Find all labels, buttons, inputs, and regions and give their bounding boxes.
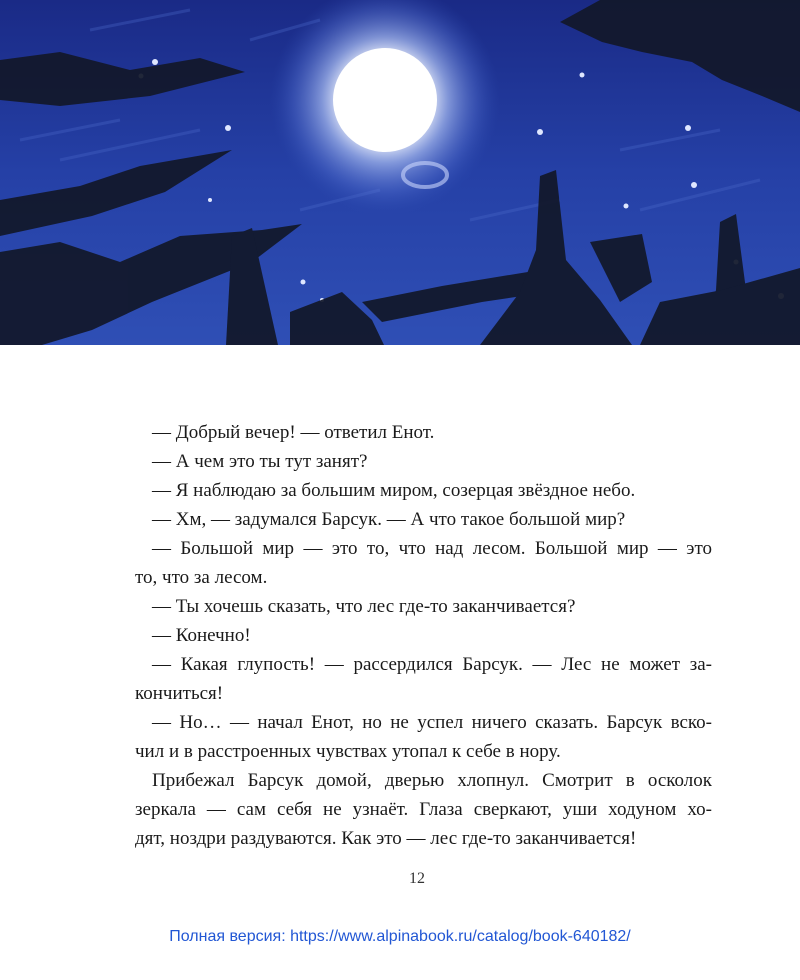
star xyxy=(208,198,212,202)
star xyxy=(152,59,158,65)
full-version-link[interactable]: Полная версия: https://www.alpinabook.ru/catalog/book-640182/ xyxy=(169,928,631,945)
story-text xyxy=(135,418,712,853)
text-line: кончиться! xyxy=(135,683,224,704)
text-line: — Добрый вечер! — ответил Енот. xyxy=(152,422,435,443)
text-line: — Хм, — задумался Барсук. — А что такое большой мир? xyxy=(152,509,626,530)
text-line: дят, ноздри раздуваются. Как это — лес где-то заканчивается! xyxy=(135,828,637,849)
text-line: — Большой мир — это то, что над лесом. Большой мир — это xyxy=(152,538,712,559)
text-line: — Ты хочешь сказать, что лес где-то заканчивается? xyxy=(152,596,576,617)
star xyxy=(537,129,543,135)
text-line: то, что за лесом. xyxy=(135,567,268,588)
star xyxy=(691,182,697,188)
star xyxy=(225,125,231,131)
star xyxy=(624,204,629,209)
text-line: — Какая глупость! — рассердился Барсук. — Лес не может за- xyxy=(152,654,712,675)
text-line: — Но… — начал Енот, но не успел ничего сказать. Барсук вско- xyxy=(152,712,712,733)
text-line: — Я наблюдаю за большим миром, созерцая звёздное небо. xyxy=(152,480,636,501)
page-number: 12 xyxy=(409,870,425,887)
text-line: зеркала — сам себя не узнаёт. Глаза сверкают, уши ходуном хо- xyxy=(135,799,712,820)
text-line: чил и в расстроенных чувствах утопал к себе в нору. xyxy=(135,741,561,762)
night-sky-illustration xyxy=(0,0,800,345)
text-line: Прибежал Барсук домой, дверью хлопнул. Смотрит в осколок xyxy=(152,770,712,791)
star xyxy=(301,280,306,285)
star xyxy=(685,125,691,131)
text-line: — А чем это ты тут занят? xyxy=(152,451,368,472)
star xyxy=(580,73,585,78)
moon xyxy=(333,48,437,152)
text-line: — Конечно! xyxy=(152,625,251,646)
